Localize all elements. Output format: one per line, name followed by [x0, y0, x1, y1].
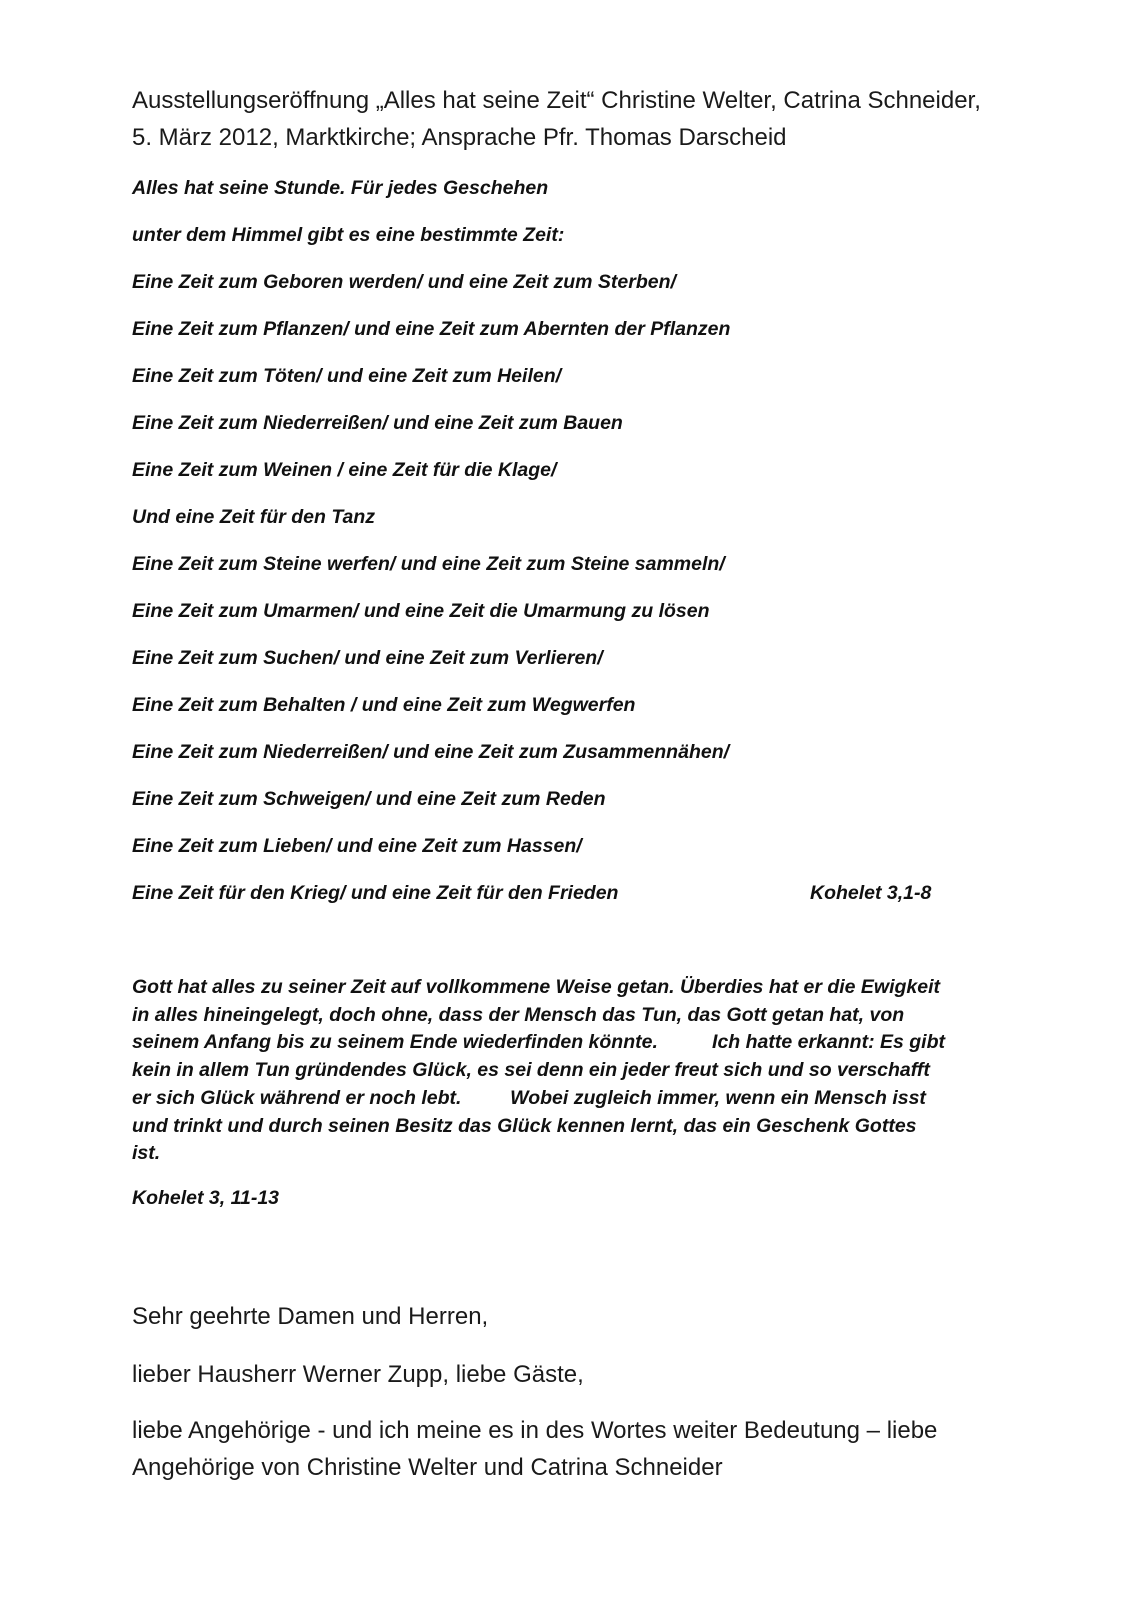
verse-line: Eine Zeit zum Steine werfen/ und eine Zeit zum Steine sammeln/ — [132, 553, 725, 575]
verse-line-last — [132, 881, 1032, 928]
paragraph-line: und trinkt und durch seinen Besitz das Glück kennen lernt, das ein Geschenk Gottes — [132, 1114, 917, 1137]
verse-line: Eine Zeit zum Umarmen/ und eine Zeit die Umarmung zu lösen — [132, 600, 710, 622]
verse-line: Eine Zeit zum Lieben/ und eine Zeit zum Hassen/ — [132, 835, 582, 857]
paragraph-line: seinem Anfang bis zu seinem Ende wiederfinden könnte. Ich hatte erkannt: Es gibt — [132, 1031, 946, 1054]
paragraph-line: in alles hineingelegt, doch ohne, dass der Mensch das Tun, das Gott getan hat, von — [132, 1003, 905, 1026]
greeting-line-3a: liebe Angehörige - und ich meine es in des Wortes weiter Bedeutung – liebe — [132, 1417, 938, 1444]
scripture-verse — [132, 176, 1032, 928]
scripture-paragraph — [132, 974, 1032, 1168]
paragraph-line: er sich Glück während er noch lebt. Wobei zugleich immer, wenn ein Mensch isst — [132, 1086, 926, 1109]
paragraph-line: Gott hat alles zu seiner Zeit auf vollkommene Weise getan. Überdies hat er die Ewigkeit — [132, 976, 941, 998]
verse-line: Eine Zeit zum Schweigen/ und eine Zeit zum Reden — [132, 788, 606, 810]
verse-line: Und eine Zeit für den Tanz — [132, 506, 376, 528]
header-line-2: 5. März 2012, Marktkirche; Ansprache Pfr. Thomas Darscheid — [132, 124, 787, 151]
greeting-line-2: lieber Hausherr Werner Zupp, liebe Gäste, — [132, 1361, 584, 1388]
header-line-1: Ausstellungseröffnung „Alles hat seine Zeit“ Christine Welter, Catrina Schneider, — [132, 87, 981, 114]
paragraph-line: kein in allem Tun gründendes Glück, es sei denn ein jeder freut sich und so verschafft — [132, 1059, 930, 1082]
verse-line: Eine Zeit zum Niederreißen/ und eine Zeit zum Zusammennähen/ — [132, 741, 730, 763]
verse-line-text: Eine Zeit für den Krieg/ und eine Zeit für den Frieden — [132, 882, 619, 904]
verse-line: Eine Zeit zum Pflanzen/ und eine Zeit zum Abernten der Pflanzen — [132, 318, 731, 340]
paragraph-line: ist. — [132, 1142, 161, 1165]
verse-reference: Kohelet 3,1-8 — [810, 882, 932, 904]
paragraph-reference: Kohelet 3, 11-13 — [132, 1187, 280, 1209]
verse-line: Eine Zeit zum Behalten / und eine Zeit zum Wegwerfen — [132, 694, 636, 716]
verse-line: unter dem Himmel gibt es eine bestimmte Zeit: — [132, 224, 565, 246]
verse-line: Eine Zeit zum Niederreißen/ und eine Zeit zum Bauen — [132, 412, 623, 434]
verse-line: Eine Zeit zum Geboren werden/ und eine Zeit zum Sterben/ — [132, 271, 676, 293]
greeting-line-1: Sehr geehrte Damen und Herren, — [132, 1303, 489, 1330]
verse-line: Eine Zeit zum Weinen / eine Zeit für die Klage/ — [132, 459, 557, 481]
verse-line: Eine Zeit zum Suchen/ und eine Zeit zum Verlieren/ — [132, 647, 603, 669]
verse-line: Alles hat seine Stunde. Für jedes Geschehen — [132, 177, 549, 199]
greeting-line-3b: Angehörige von Christine Welter und Catrina Schneider — [132, 1454, 723, 1481]
verse-line: Eine Zeit zum Töten/ und eine Zeit zum Heilen/ — [132, 365, 562, 387]
document-header — [132, 82, 1032, 156]
